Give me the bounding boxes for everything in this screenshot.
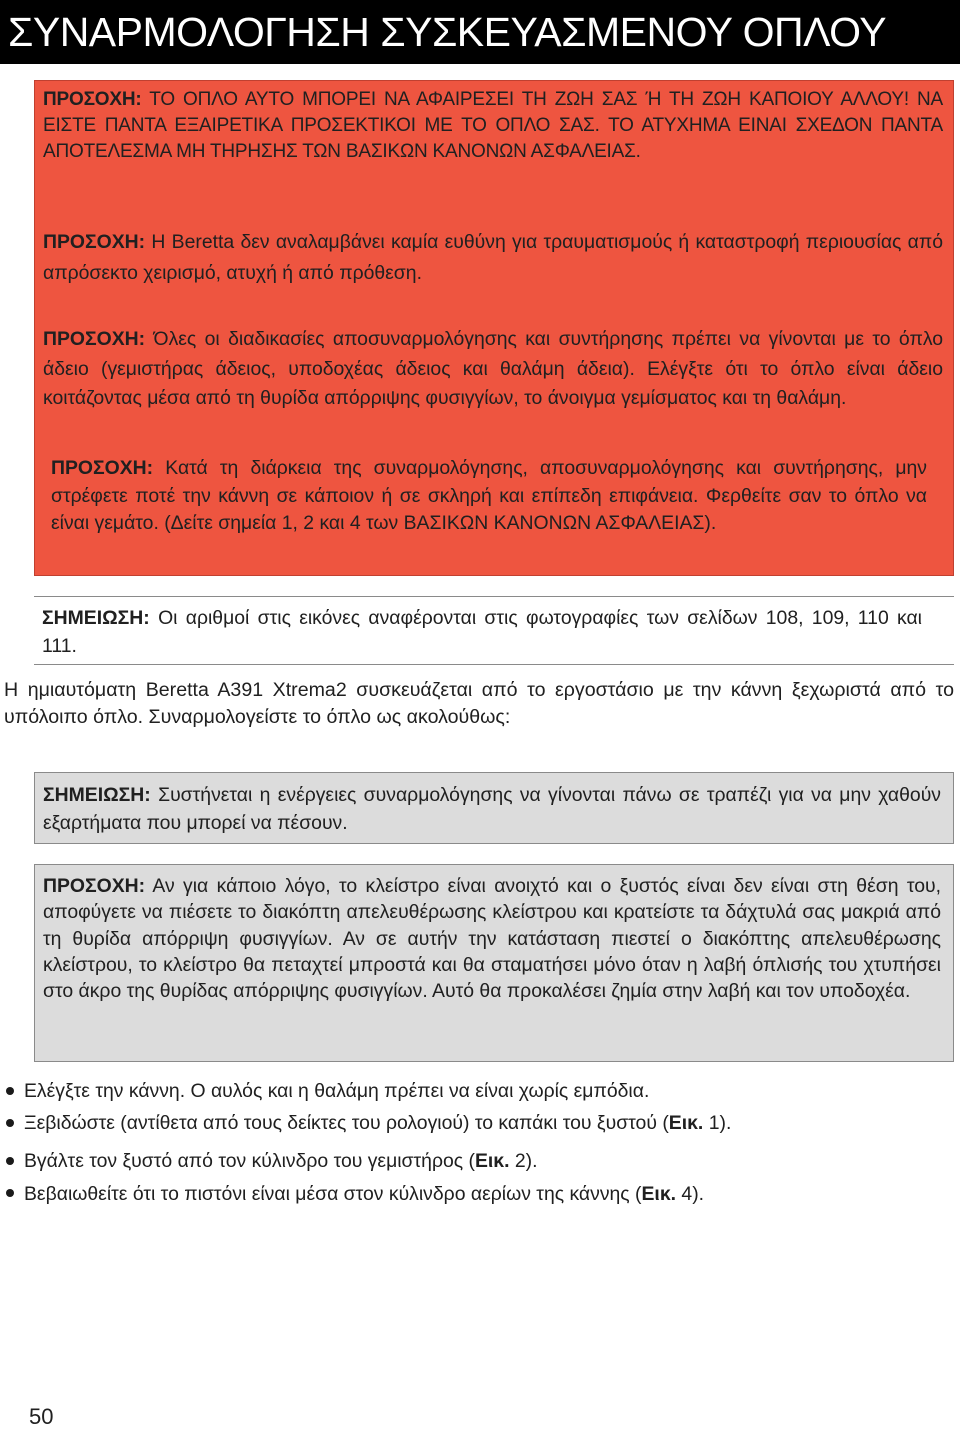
note-table-box	[34, 772, 954, 844]
note-label: ΣΗΜΕΙΩΣΗ:	[42, 607, 150, 629]
caution-bolt	[43, 873, 941, 1004]
page-number: 50	[29, 1404, 54, 1429]
warning-unloaded	[43, 325, 943, 414]
step-text: Ξεβιδώστε (αντίθετα από τους δείκτες του ρολογιού) το καπάκι του ξυστού (Εικ. 1).	[24, 1112, 732, 1134]
warning-label: ΠΡΟΣΟΧΗ:	[43, 231, 146, 253]
caution-bolt-box	[34, 864, 954, 1062]
fig-number: 2	[509, 1150, 526, 1172]
warning-label: ΠΡΟΣΟΧΗ:	[51, 457, 154, 479]
bullet-icon	[6, 1157, 14, 1165]
warning-panel	[34, 80, 954, 576]
step-text: Βγάλτε τον ξυστό από τον κύλινδρο του γεμιστήρος (Εικ. 2).	[24, 1150, 538, 1172]
note-table	[43, 781, 941, 837]
warning-text: Η Beretta δεν αναλαμβάνει καμία ευθύνη για τραυματισμούς ή καταστροφή περιουσίας από απρόσεκτο χειρισμό, ατυχή ή από πρόθεση.	[43, 231, 944, 284]
warning-text: ΤΟ ΟΠΛΟ ΑΥΤΟ ΜΠΟΡΕΙ ΝΑ ΑΦΑΙΡΕΣΕΙ ΤΗ ΖΩΗ ΣΑΣ Ή ΤΗ ΖΩΗ ΚΑΠΟΙΟΥ ΑΛΛΟΥ! ΝΑ ΕΙΣΤΕ ΠΑΝΤΑ ΕΞΑΙΡΕΤΙΚΑ ΠΡΟΣΕΚΤΙΚΟΙ ΜΕ ΤΟ ΟΠΛΟ ΣΑΣ. ΤΟ ΑΤΥΧΗΜΑ ΕΙΝΑΙ ΣΧΕΔΟΝ ΠΑΝΤΑ ΑΠΟΤΕΛΕΣΜΑ ΜΗ ΤΗΡΗΣΗΣ ΤΩΝ ΒΑΣΙΚΩΝ ΚΑΝΟΝΩΝ ΑΣΦΑΛΕΙΑΣ.	[43, 89, 943, 162]
bullet-icon	[6, 1087, 14, 1095]
warning-label: ΠΡΟΣΟΧΗ:	[43, 89, 142, 110]
warning-text: Κατά τη διάρκεια της συναρμολόγησης, αποσυναρμολόγησης και συντήρησης, μην στρέφετε ποτέ την κάννη σε κάποιον ή σε σκληρή και επίπεδη επιφάνεια. Φερθείτε σαν το όπλο να είναι γεμάτο. (Δείτε σημεία 1, 2 και 4 των ΒΑΣΙΚΩΝ ΚΑΝΟΝΩΝ ΑΣΦΑΛΕΙΑΣ).	[51, 457, 927, 534]
fig-ref: Εικ.	[474, 1150, 510, 1172]
intro-paragraph: Η ημιαυτόματη Beretta A391 Xtrema2 συσκευάζεται από το εργοστάσιο με την κάννη ξεχωριστά από το υπόλοιπο όπλο. Συναρμολογείστε το όπλο ως ακολούθως:	[4, 679, 954, 728]
warning-label: ΠΡΟΣΟΧΗ:	[43, 328, 146, 350]
note-photos	[42, 604, 922, 660]
warning-liability	[43, 227, 943, 289]
divider	[34, 664, 954, 665]
step-text: Ελέγξτε την κάννη. Ο αυλός και η θαλάμη πρέπει να είναι χωρίς εμπόδια.	[24, 1080, 650, 1102]
warning-muzzle	[51, 455, 927, 538]
fig-number: 1	[703, 1112, 720, 1134]
caution-text: Αν για κάποιο λόγο, το κλείστρο είναι ανοιχτό και ο ξυστός είναι δεν είναι στη θέση του, αποφύγετε να πιέσετε το διακόπτη απελευθέρωσης κλείστρου και κρατείστε τα δάχτυλά σας μακριά από τη θυρίδα απόρριψη φυσιγγίων. Αν σε αυτήν την κατάσταση πιεστεί ο διακόπτης απελευθέρωσης κλείστρου, το κλείστρο θα πεταχτεί μπροστά και θα σταματήσει μόνο όταν η λαβή όπλισής του χτυπήσει στο άκρο της θυρίδας απόρριψης φυσιγγίων. Αυτό θα προκαλέσει ζημία στην λαβή και τον υποδοχέα.	[43, 875, 941, 1003]
warning-life	[43, 87, 943, 165]
divider	[34, 596, 954, 597]
bullet-icon	[6, 1119, 14, 1127]
caution-label: ΠΡΟΣΟΧΗ:	[43, 875, 146, 897]
warning-text: Όλες οι διαδικασίες αποσυναρμολόγησης και συντήρησης πρέπει να γίνονται με το όπλο άδειο (γεμιστήρας άδειος, υποδοχέας άδειος και θαλάμη άδεια). Ελέγξτε ότι το όπλο είναι άδειο κοιτάζοντας μέσα από τη θυρίδα απόρριψης φυσιγγίων, το άνοιγμα γεμίσματος και τη θαλάμη.	[43, 328, 944, 409]
fig-number: 4	[676, 1183, 693, 1205]
note-text: Συστήνεται η ενέργειες συναρμολόγησης να γίνονται πάνω σε τραπέζι για να μην χαθούν εξαρτήματα που μπορεί να πέσουν.	[43, 784, 941, 834]
fig-ref: Εικ.	[641, 1183, 677, 1205]
step-text: Βεβαιωθείτε ότι το πιστόνι είναι μέσα στον κύλινδρο αερίων της κάννης (Εικ. 4).	[24, 1183, 705, 1205]
note-text: Οι αριθμοί στις εικόνες αναφέρονται στις φωτογραφίες των σελίδων 108, 109, 110 και 111.	[42, 607, 922, 657]
fig-ref: Εικ.	[668, 1112, 704, 1134]
page-title: ΣΥΝΑΡΜΟΛΟΓΗΣΗ ΣΥΣΚΕΥΑΣΜΕΝΟΥ ΟΠΛΟΥ	[0, 0, 960, 64]
bullet-icon	[6, 1189, 14, 1197]
note-label: ΣΗΜΕΙΩΣΗ:	[43, 784, 151, 806]
